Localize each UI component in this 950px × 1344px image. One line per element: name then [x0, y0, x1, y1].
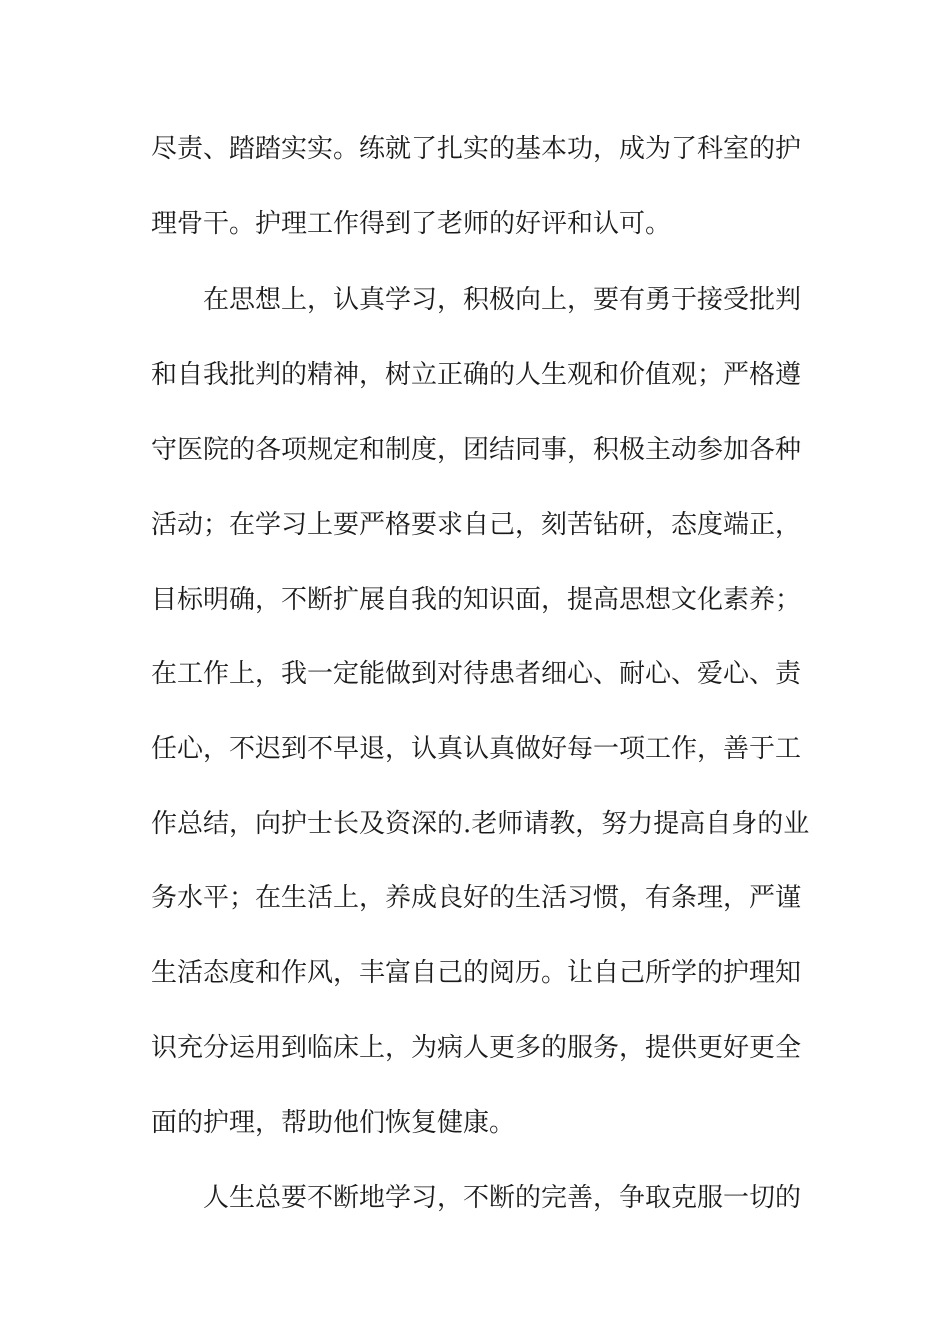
text-line: 在工作上，我一定能做到对待患者细心、耐心、爱心、责: [151, 659, 802, 689]
paragraph-start-line: 人生总要不断地学习，不断的完善，争取克服一切的: [203, 1183, 802, 1213]
text-line: 面的护理，帮助他们恢复健康。: [151, 1108, 516, 1138]
text-line: 生活态度和作风，丰富自己的阅历。让自己所学的护理知: [151, 958, 802, 988]
text-line: 务水平；在生活上，养成良好的生活习惯，有条理，严谨: [151, 883, 802, 913]
text-line: 作总结，向护士长及资深的.老师请教，努力提高自身的业: [151, 809, 810, 839]
text-line: 目标明确，不断扩展自我的知识面，提高思想文化素养；: [151, 585, 802, 615]
text-line: 任心，不迟到不早退，认真认真做好每一项工作，善于工: [151, 734, 802, 764]
text-line: 和自我批判的精神，树立正确的人生观和价值观；严格遵: [151, 360, 802, 390]
text-line: 尽责、踏踏实实。练就了扎实的基本功，成为了科室的护: [151, 134, 802, 164]
text-line: 理骨干。护理工作得到了老师的好评和认可。: [151, 209, 672, 239]
text-line: 活动；在学习上要严格要求自己，刻苦钻研，态度端正，: [151, 510, 802, 540]
text-line: 守医院的各项规定和制度，团结同事，积极主动参加各种: [151, 435, 802, 465]
text-line: 识充分运用到临床上，为病人更多的服务，提供更好更全: [151, 1033, 802, 1063]
paragraph-start-line: 在思想上，认真学习，积极向上，要有勇于接受批判: [203, 285, 802, 315]
